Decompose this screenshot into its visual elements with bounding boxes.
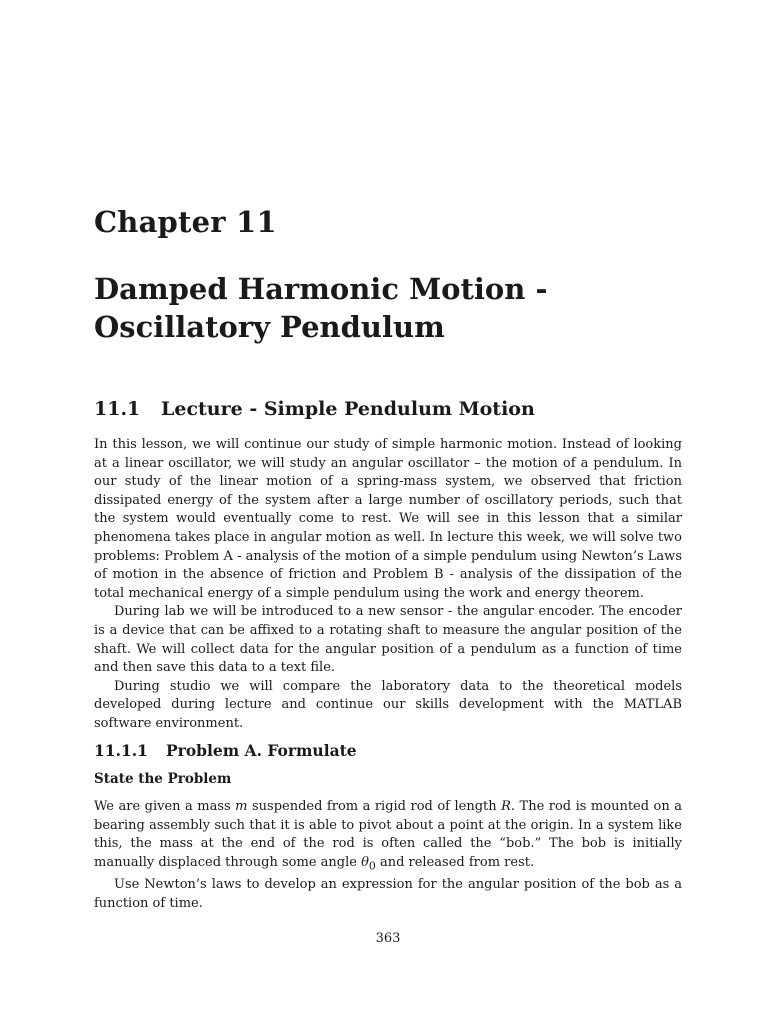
subsection-title: Problem A. Formulate: [166, 741, 357, 760]
math-symbol-m: m: [235, 799, 248, 814]
text-run: . The rod is mounted on a bearing assembly such that it is able to pivot about a point at the origin. In a system like this, the mass at the end of the rod is often called the “bob.” The bob is initially manually displaced through some angle: [94, 799, 682, 870]
paragraph: During studio we will compare the laboratory data to the theoretical models developed during lecture and continue our skills development with the MATLAB software environment.: [94, 678, 682, 731]
math-subscript: 0: [368, 859, 376, 873]
subsection-heading: [94, 741, 357, 760]
paragraph: [94, 798, 682, 876]
paragraph: During lab we will be introduced to a new sensor - the angular encoder. The encoder is a device that can be affixed to a rotating shaft to measure the angular position of the shaft. We will collect data for the angular position of a pendulum as a function of time and then save this data to a text file.: [94, 604, 682, 676]
chapter-title: [94, 270, 548, 346]
section-title: Lecture - Simple Pendulum Motion: [161, 398, 535, 420]
paragraph-heading: State the Problem: [94, 771, 232, 787]
document-page: [94, 0, 682, 1024]
section-heading: [94, 398, 535, 420]
section-body: [94, 436, 682, 734]
text-run: suspended from a rigid rod of length: [247, 799, 502, 814]
text-run: We are given a mass: [94, 799, 236, 814]
chapter-title-line-2: Oscillatory Pendulum: [94, 310, 445, 344]
subsection-number: 11.1.1: [94, 741, 148, 760]
math-symbol-theta: θ: [361, 854, 369, 870]
section-number: 11.1: [94, 398, 141, 420]
chapter-title-line-1: Damped Harmonic Motion -: [94, 272, 548, 306]
chapter-label: Chapter 11: [94, 205, 277, 239]
text-run: and released from rest.: [375, 854, 535, 870]
paragraph: In this lesson, we will continue our study of simple harmonic motion. Instead of looking at a linear oscillator, we will study an angular oscillator – the motion of a pendulum. In our study of the linear motion of a spring-mass system, we observed that friction dissipated energy of the system after a large number of oscillatory periods, such that the system would eventually come to rest. We will see in this lesson that a similar phenomena takes place in angular motion as well. In lecture this week, we will solve two problems: Problem A - analysis of the motion of a simple pendulum using Newton’s Laws of motion in the absence of friction and Problem B - analysis of the dissipation of the total mechanical energy of a simple pendulum using the work and energy theorem.: [94, 437, 682, 601]
math-symbol-r: R: [501, 799, 511, 814]
page-number: 363: [375, 931, 401, 946]
subsection-body: [94, 798, 682, 913]
paragraph: Use Newton’s laws to develop an expression for the angular position of the bob as a function of time.: [94, 876, 682, 911]
